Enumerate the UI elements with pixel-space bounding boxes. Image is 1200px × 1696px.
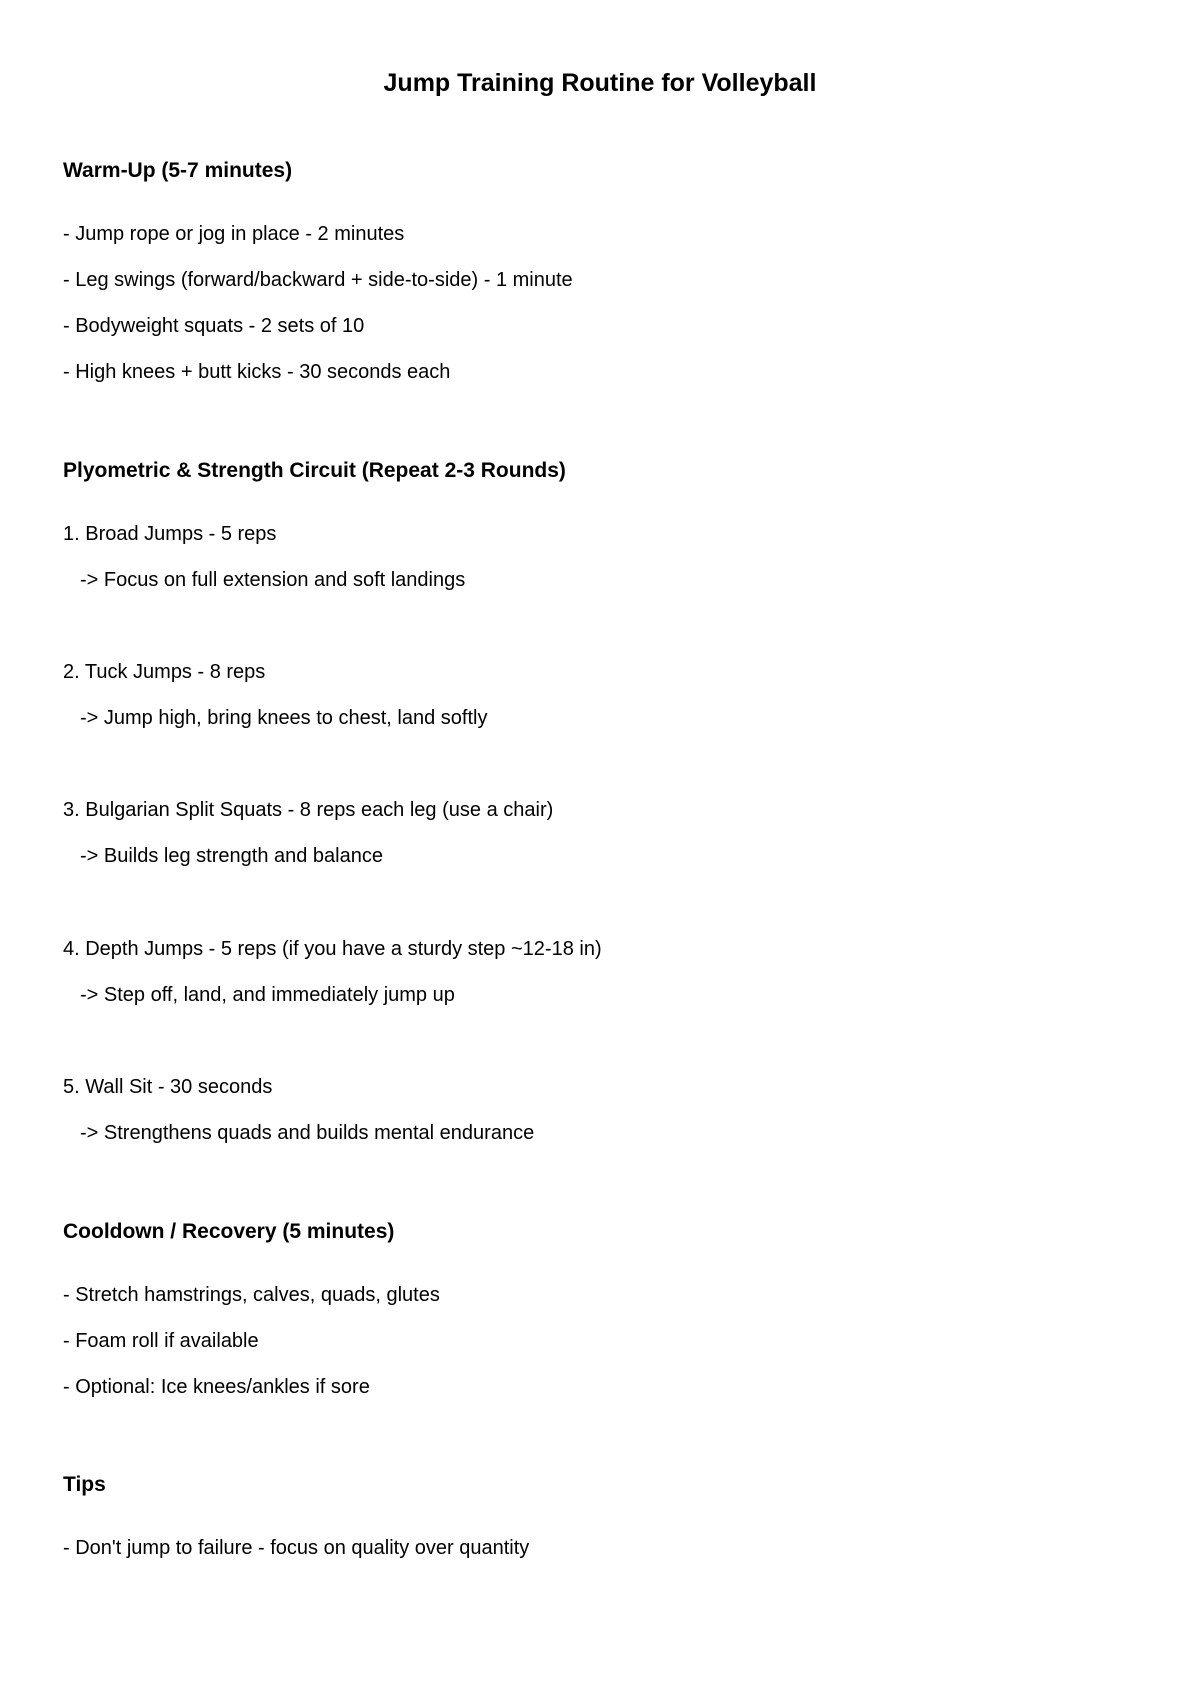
exercise-name: 2. Tuck Jumps - 8 reps <box>63 661 266 683</box>
warmup-item: - Jump rope or jog in place - 2 minutes <box>63 223 405 245</box>
tips-item: - Don't jump to failure - focus on quality over quantity <box>63 1537 530 1559</box>
exercise-name: 4. Depth Jumps - 5 reps (if you have a sturdy step ~12-18 in) <box>63 938 602 960</box>
tips-heading: Tips <box>63 1473 106 1496</box>
warmup-item: - Bodyweight squats - 2 sets of 10 <box>63 315 365 337</box>
warmup-item: - Leg swings (forward/backward + side-to-side) - 1 minute <box>63 269 573 291</box>
exercise-note: -> Focus on full extension and soft landings <box>80 569 466 591</box>
exercise-name: 5. Wall Sit - 30 seconds <box>63 1076 273 1098</box>
exercise-note: -> Builds leg strength and balance <box>80 845 383 867</box>
document-title: Jump Training Routine for Volleyball <box>383 69 817 97</box>
exercise-note: -> Step off, land, and immediately jump up <box>80 984 455 1006</box>
circuit-heading: Plyometric & Strength Circuit (Repeat 2-3 Rounds) <box>63 459 566 482</box>
warmup-item: - High knees + butt kicks - 30 seconds each <box>63 361 451 383</box>
cooldown-item: - Stretch hamstrings, calves, quads, glutes <box>63 1284 440 1306</box>
exercise-name: 1. Broad Jumps - 5 reps <box>63 523 277 545</box>
exercise-note: -> Jump high, bring knees to chest, land softly <box>80 707 488 729</box>
warmup-heading: Warm-Up (5-7 minutes) <box>63 159 293 182</box>
exercise-name: 3. Bulgarian Split Squats - 8 reps each leg (use a chair) <box>63 799 554 821</box>
cooldown-item: - Foam roll if available <box>63 1330 259 1352</box>
cooldown-heading: Cooldown / Recovery (5 minutes) <box>63 1220 395 1243</box>
exercise-note: -> Strengthens quads and builds mental endurance <box>80 1122 535 1144</box>
cooldown-item: - Optional: Ice knees/ankles if sore <box>63 1376 370 1398</box>
